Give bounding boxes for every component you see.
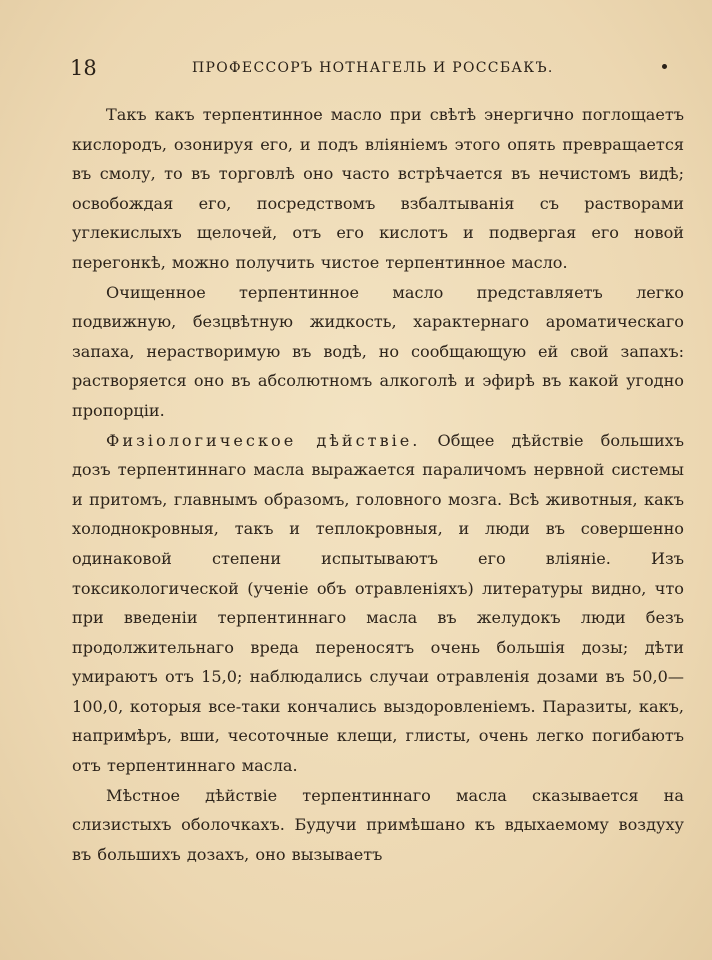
page-number: 18: [70, 56, 97, 80]
section-heading: Физіологическое дѣйствіе.: [106, 430, 421, 450]
paragraph-1-text: Такъ какъ терпентинное масло при свѣтѣ энергично поглощаетъ кислородъ, озонируя его, и подъ вліяніемъ этого опять превращается въ смолу, то въ торговлѣ оно часто встрѣчается въ нечистомъ видѣ; освобождая его, посредствомъ взбалтыванія съ растворами углекислыхъ щелочей, отъ его кислотъ и подвергая его новой перегонкѣ, можно получить чистое терпентинное масло.: [72, 105, 684, 272]
paragraph-3-text: Общее дѣйствіе большихъ дозъ терпентиннаго масла выражается параличомъ нервной системы и притомъ, главнымъ образомъ, головного мозга. Всѣ животныя, какъ холоднокровныя, такъ и теплокровныя, и люди въ совершенно одинаковой степени испытываютъ его вліяніе. Изъ токсикологической (ученіе объ отравленіяхъ) литературы видно, что при введеніи терпентиннаго масла въ желудокъ люди безъ продолжительнаго вреда переносятъ очень большія дозы; дѣти умираютъ отъ 15,0; наблюдались случаи отравленія дозами въ 50,0—100,0, которыя все-таки кончались выздоровленіемъ. Паразиты, какъ, напримѣръ, вши, чесоточные клещи, глисты, очень легко погибаютъ отъ терпентиннаго масла.: [72, 430, 684, 776]
body-text: [72, 100, 684, 869]
paragraph-3: [72, 426, 684, 781]
running-title: ПРОФЕССОРЪ НОТНАГЕЛЬ И РОССБАКЪ.: [192, 60, 554, 76]
page-header: [70, 56, 690, 86]
paragraph-4: [72, 781, 684, 870]
paragraph-2: [72, 278, 684, 426]
paragraph-4-text: Мѣстное дѣйствіе терпентиннаго масла сказывается на слизистыхъ оболочкахъ. Будучи примѣшано къ вдыхаемому воздуху въ большихъ дозахъ, оно вызываетъ: [72, 785, 684, 864]
paragraph-2-text: Очищенное терпентинное масло представляетъ легко подвижную, безцвѣтную жидкость, характернаго ароматическаго запаха, нерастворимую въ водѣ, но сообщающую ей свой запахъ: растворяется оно въ абсолютномъ алкоголѣ и эфирѣ въ какой угодно пропорціи.: [72, 282, 684, 420]
paragraph-1: [72, 100, 684, 278]
ink-speck: [662, 64, 667, 69]
